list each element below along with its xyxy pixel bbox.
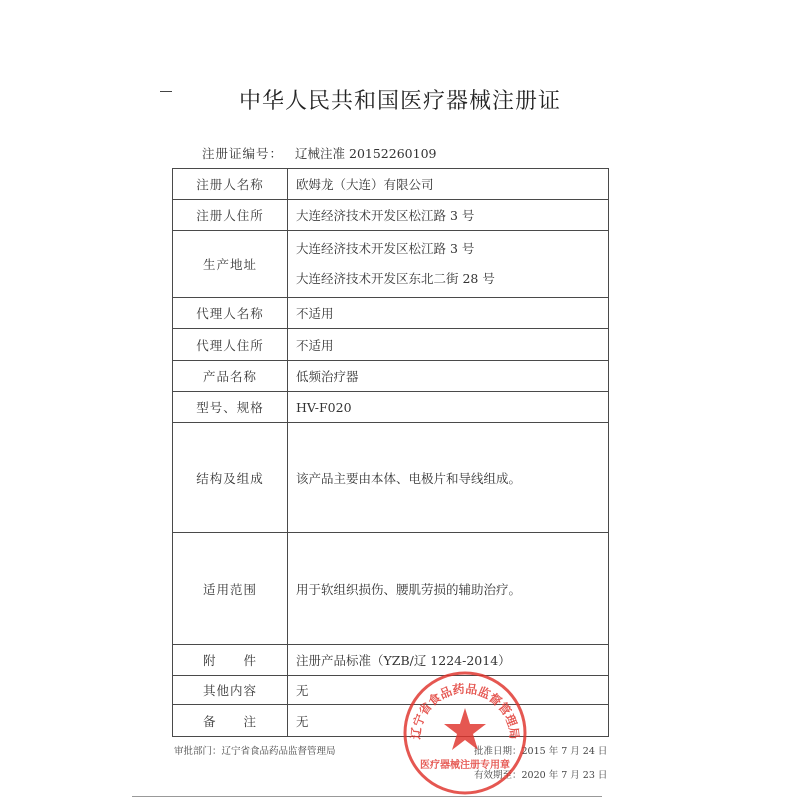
field-value: 欧姆龙（大连）有限公司 <box>288 169 609 200</box>
field-key: 产品名称 <box>173 361 288 392</box>
official-seal-icon <box>400 668 530 798</box>
field-key: 型号、规格 <box>173 392 288 423</box>
field-key: 注册人名称 <box>173 169 288 200</box>
row-agent-name <box>173 298 609 329</box>
field-key: 代理人名称 <box>173 298 288 329</box>
row-remarks <box>173 705 609 737</box>
address-line: 大连经济技术开发区松江路 3 号 <box>296 241 475 256</box>
field-value <box>288 231 609 298</box>
registration-number-value: 辽械注准 20152260109 <box>295 146 437 161</box>
field-value: 注册产品标准（YZB/辽 1224-2014） <box>288 645 609 676</box>
field-key: 适用范围 <box>173 533 288 645</box>
certificate-table <box>172 168 609 737</box>
row-structure <box>173 423 609 533</box>
field-value: HV-F020 <box>288 392 609 423</box>
field-key: 代理人住所 <box>173 329 288 361</box>
address-line: 大连经济技术开发区东北二街 28 号 <box>296 271 495 286</box>
field-key: 其他内容 <box>173 676 288 705</box>
row-model-spec <box>173 392 609 423</box>
registration-number <box>202 144 436 162</box>
field-value: 无 <box>288 676 609 705</box>
field-key: 附 件 <box>173 645 288 676</box>
approval-date: 批准日期：2015 年 7 月 24 日 <box>474 746 608 757</box>
field-key: 备 注 <box>173 705 288 737</box>
field-value: 用于软组织损伤、腰肌劳损的辅助治疗。 <box>288 533 609 645</box>
row-product-name <box>173 361 609 392</box>
field-value: 低频治疗器 <box>288 361 609 392</box>
field-value: 该产品主要由本体、电极片和导线组成。 <box>288 423 609 533</box>
row-registrant-name <box>173 169 609 200</box>
row-attachment <box>173 645 609 676</box>
approval-department: 审批部门：辽宁省食品药品监督管理局 <box>174 746 336 757</box>
svg-text:辽宁省食品药品监督管理局: 辽宁省食品药品监督管理局 <box>408 681 522 740</box>
field-value: 无 <box>288 705 609 737</box>
registration-number-label: 注册证编号： <box>202 146 284 161</box>
row-scope <box>173 533 609 645</box>
field-key: 生产地址 <box>173 231 288 298</box>
field-key: 结构及组成 <box>173 423 288 533</box>
row-other <box>173 676 609 705</box>
row-registrant-address <box>173 200 609 231</box>
svg-text:医疗器械注册专用章: 医疗器械注册专用章 <box>420 760 510 771</box>
field-key: 注册人住所 <box>173 200 288 231</box>
bottom-rule <box>132 796 602 797</box>
row-production-address <box>173 231 609 298</box>
valid-until: 有效期至：2020 年 7 月 23 日 <box>474 770 608 781</box>
field-value: 大连经济技术开发区松江路 3 号 <box>288 200 609 231</box>
row-agent-address <box>173 329 609 361</box>
field-value: 不适用 <box>288 298 609 329</box>
document-title: 中华人民共和国医疗器械注册证 <box>238 89 561 114</box>
field-value: 不适用 <box>288 329 609 361</box>
